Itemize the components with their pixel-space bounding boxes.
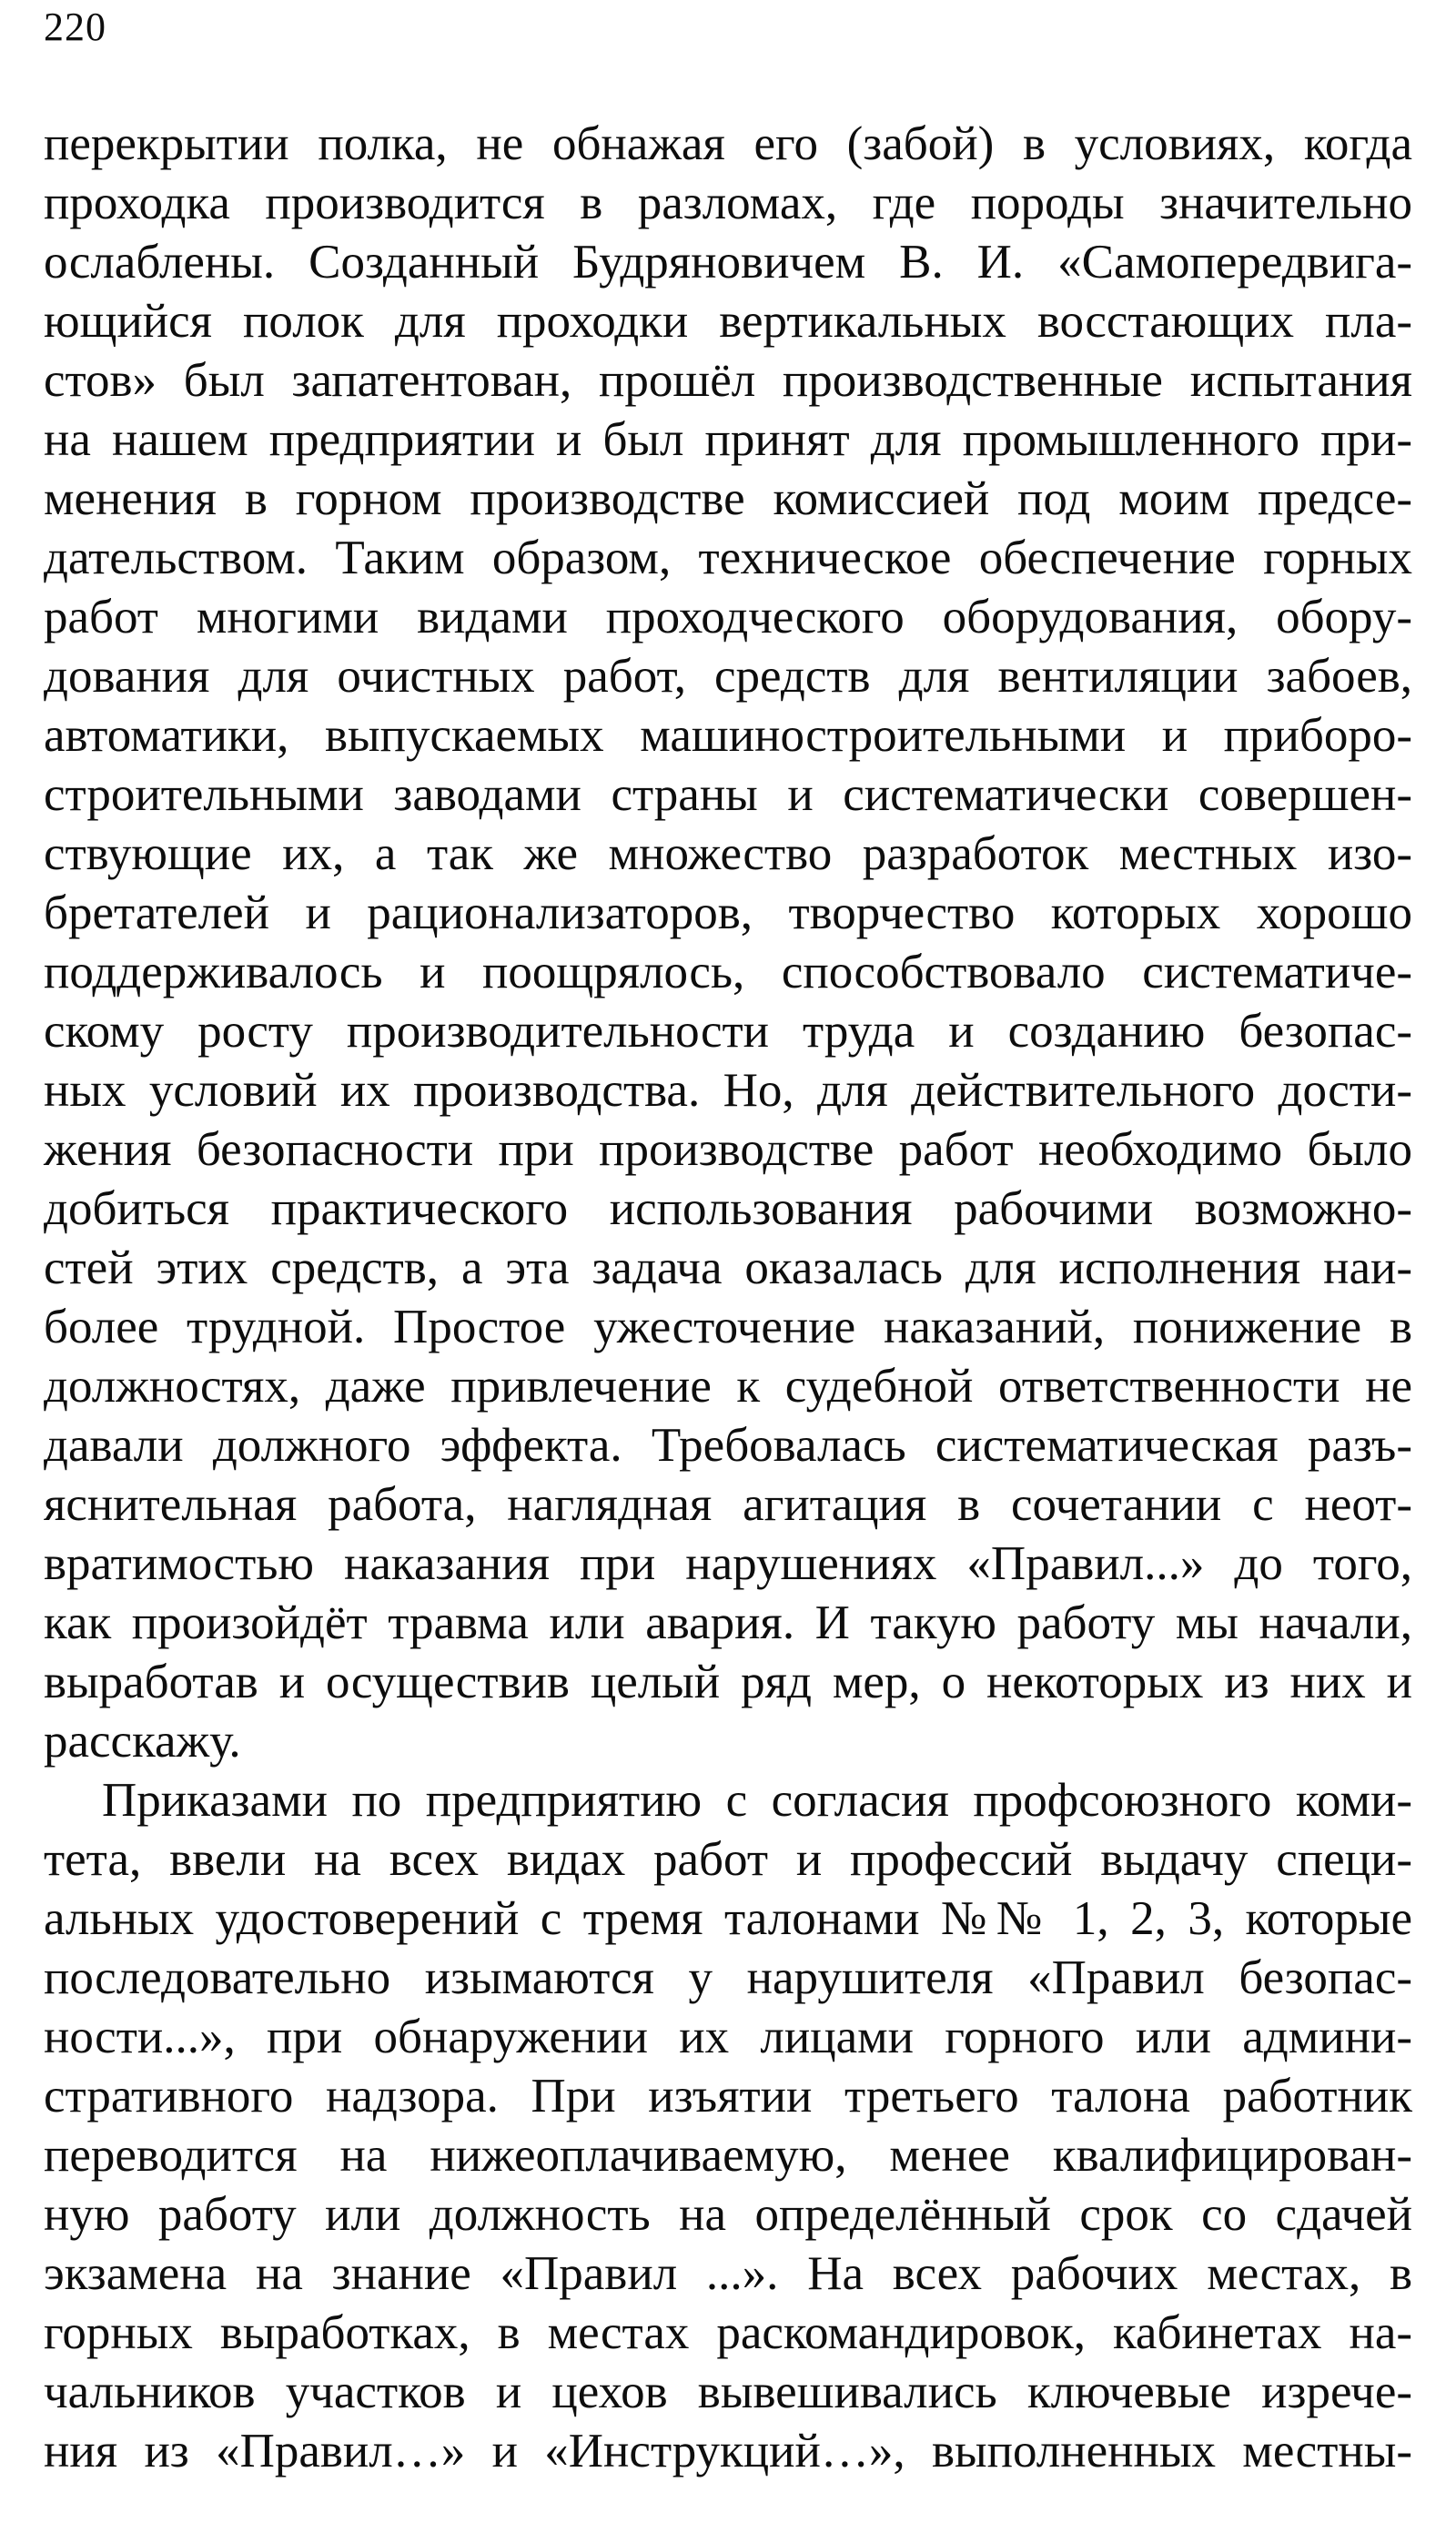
text-line: яснительная работа, наглядная агитация в сочетании с неот-	[44, 1478, 1412, 1531]
text-line: последовательно изымаются у нарушителя «Правил безопас-	[44, 1951, 1412, 2004]
text-line: проходка производится в разломах, где породы значительно	[44, 177, 1412, 229]
text-line: автоматики, выпускаемых машиностроительными и приборо-	[44, 709, 1412, 762]
text-line: перекрытии полка, не обнажая его (забой) в условиях, когда	[44, 117, 1412, 170]
paragraph-2	[44, 1771, 1412, 2481]
text-line: стративного надзора. При изъятии третьего талона работник	[44, 2070, 1412, 2123]
text-line: чальников участков и цехов вывешивались ключевые изрече-	[44, 2366, 1412, 2418]
text-line: менения в горном производстве комиссией под моим предсе-	[44, 472, 1412, 525]
text-line: скому росту производительности труда и созданию безопас-	[44, 1005, 1412, 1058]
text-line: стов» был запатентован, прошёл производственные испытания	[44, 354, 1412, 407]
text-line: бретателей и рационализаторов, творчество которых хорошо	[44, 887, 1412, 939]
text-line: ную работу или должность на определённый срок со сдачей	[44, 2188, 1412, 2241]
text-line: ных условий их производства. Но, для действительного дости-	[44, 1064, 1412, 1117]
text-line: ствующие их, а так же множество разработок местных изо-	[44, 827, 1412, 880]
text-line: работ многими видами проходческого оборудования, обору-	[44, 591, 1412, 643]
paragraph-1	[44, 115, 1412, 1771]
text-line: переводится на нижеоплачиваемую, менее квалифицирован-	[44, 2129, 1412, 2182]
text-line: вратимостью наказания при нарушениях «Правил...» до того,	[44, 1537, 1412, 1590]
body-text	[44, 115, 1412, 2481]
text-line: должностях, даже привлечение к судебной ответственности не	[44, 1360, 1412, 1413]
text-line: горных выработках, в местах раскомандировок, кабинетах на-	[44, 2306, 1412, 2359]
text-line: строительными заводами страны и систематически совершен-	[44, 768, 1412, 821]
text-line: ния из «Правил…» и «Инструкций…», выполненных местны-	[44, 2425, 1412, 2477]
page-number: 220	[44, 5, 106, 49]
text-line: на нашем предприятии и был принят для промышленного при-	[44, 413, 1412, 466]
text-line: поддерживалось и поощрялось, способствовало систематиче-	[44, 946, 1412, 998]
text-line: добиться практического использования рабочими возможно-	[44, 1182, 1412, 1235]
text-line: ослаблены. Созданный Будряновичем В. И. «Самопередвига-	[44, 236, 1412, 289]
text-line: дования для очистных работ, средств для вентиляции забоев,	[44, 650, 1412, 703]
text-line: экзамена на знание «Правил ...». На всех рабочих местах, в	[44, 2247, 1412, 2300]
text-line: выработав и осуществив целый ряд мер, о некоторых из них и	[44, 1656, 1412, 1708]
text-line: как произойдёт травма или авария. И такую работу мы начали,	[44, 1596, 1412, 1649]
text-line: дательством. Таким образом, техническое обеспечение горных	[44, 532, 1412, 584]
text-line: жения безопасности при производстве работ необходимо было	[44, 1123, 1412, 1176]
text-line: альных удостоверений с тремя талонами №№ 1, 2, 3, которые	[44, 1892, 1412, 1945]
text-line: давали должного эффекта. Требовалась систематическая разъ-	[44, 1419, 1412, 1472]
text-line: стей этих средств, а эта задача оказалась для исполнения наи-	[44, 1241, 1412, 1294]
text-line: расскажу.	[44, 1715, 241, 1768]
text-line: Приказами по предприятию с согласия профсоюзного коми-	[102, 1774, 1412, 1827]
text-line: более трудной. Простое ужесточение наказаний, понижение в	[44, 1301, 1412, 1353]
text-line: тета, ввели на всех видах работ и профессий выдачу специ-	[44, 1833, 1412, 1886]
text-line: ющийся полок для проходки вертикальных восстающих пла-	[44, 295, 1412, 348]
text-line: ности...», при обнаружении их лицами горного или админи-	[44, 2011, 1412, 2063]
